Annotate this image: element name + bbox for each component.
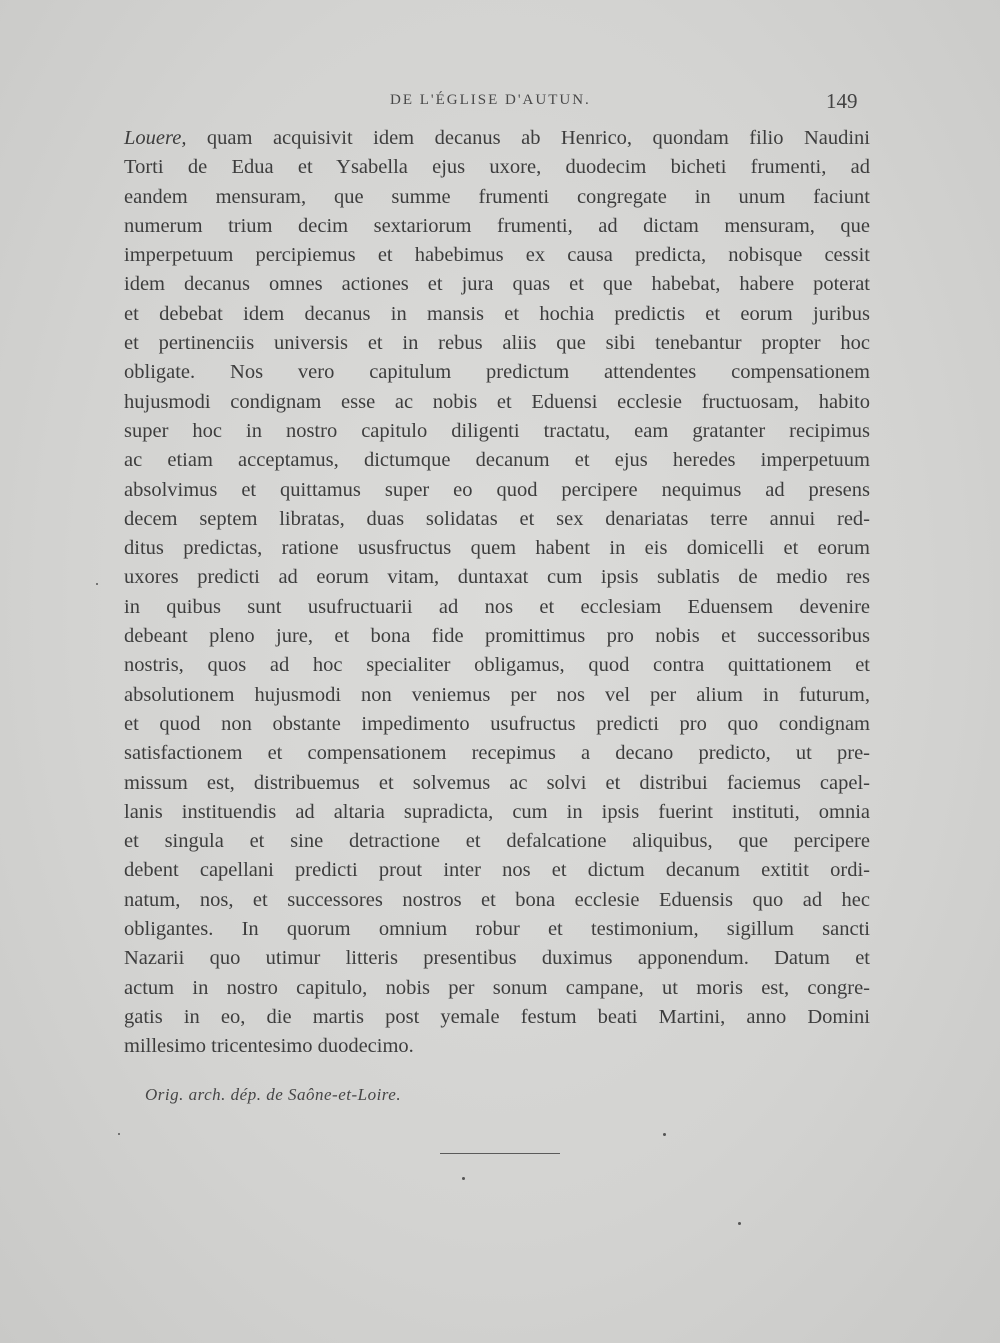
- body-text: [124, 124, 870, 1062]
- text-line: debent capellani predicti prout inter nos et dictum decanum extitit ordi-: [124, 859, 870, 882]
- text-line: nostris, quos ad hoc specialiter obligamus, quod contra quittationem et: [124, 654, 870, 677]
- text-line: absolvimus et quittamus super eo quod percipere nequimus ad presens: [124, 478, 870, 501]
- text-line: decem septem libratas, duas solidatas et sex denariatas terre annui red-: [124, 507, 870, 530]
- text-line: super hoc in nostro capitulo diligenti tractatu, eam gratanter recipimus: [124, 419, 870, 442]
- text-line: in quibus sunt usufructuarii ad nos et ecclesiam Eduensem devenire: [124, 595, 870, 618]
- text-line: idem decanus omnes actiones et jura quas et que habebat, habere poterat: [124, 273, 870, 296]
- running-title: DE L'ÉGLISE D'AUTUN.: [390, 92, 591, 108]
- text-line: et singula et sine detractione et defalcatione aliquibus, que percipere: [124, 830, 870, 853]
- source-note: Orig. arch. dép. de Saône-et-Loire.: [145, 1085, 402, 1104]
- text-line: millesimo tricentesimo duodecimo.: [124, 1035, 414, 1058]
- text-line: lanis instituendis ad altaria supradicta, cum in ipsis fuerint instituti, omnia: [124, 800, 870, 823]
- text-line: obligate. Nos vero capitulum predictum attendentes compensationem: [124, 361, 870, 384]
- text-line: ditus predictas, ratione ususfructus quem habent in eis domicelli et eorum: [124, 537, 870, 560]
- text-line: natum, nos, et successores nostros et bona ecclesie Eduensis quo ad hec: [124, 888, 870, 911]
- print-speck: [663, 1133, 666, 1136]
- print-speck: [462, 1177, 465, 1180]
- text-line: numerum trium decim sextariorum frumenti, ad dictam mensuram, que: [124, 214, 870, 237]
- text-line: eandem mensuram, que summe frumenti congregate in unum faciunt: [124, 185, 870, 208]
- text-line: actum in nostro capitulo, nobis per sonum campane, ut moris est, congre-: [124, 976, 870, 999]
- text-line: satisfactionem et compensationem recepimus a decano predicto, ut pre-: [124, 742, 870, 765]
- text-line: gatis in eo, die martis post yemale festum beati Martini, anno Domini: [124, 1005, 870, 1028]
- section-divider: [440, 1153, 560, 1154]
- text-line: Louere, quam acquisivit idem decanus ab Henrico, quondam filio Naudini: [124, 127, 870, 149]
- text-line: Torti de Edua et Ysabella ejus uxore, duodecim bicheti frumenti, ad: [124, 156, 870, 179]
- text-line: hujusmodi condignam esse ac nobis et Eduensi ecclesie fructuosam, habito: [124, 390, 870, 413]
- text-line: debeant pleno jure, et bona fide promittimus pro nobis et successoribus: [124, 625, 870, 648]
- page-number: 149: [826, 89, 858, 113]
- text-line: et quod non obstante impedimento usufructus predicti pro quo condignam: [124, 712, 870, 735]
- print-speck: [738, 1222, 741, 1225]
- text-line: et pertinenciis universis et in rebus aliis que sibi tenebantur propter hoc: [124, 332, 870, 355]
- text-line: uxores predicti ad eorum vitam, duntaxat cum ipsis sublatis de medio res: [124, 566, 870, 589]
- text-line: obligantes. In quorum omnium robur et testimonium, sigillum sancti: [124, 918, 870, 941]
- text-line: et debebat idem decanus in mansis et hochia predictis et eorum juribus: [124, 302, 870, 325]
- text-line: missum est, distribuemus et solvemus ac solvi et distribui faciemus capel-: [124, 771, 870, 794]
- print-speck: [96, 583, 98, 585]
- print-speck: [118, 1133, 120, 1135]
- first-word: Louere,: [124, 127, 187, 149]
- text-line: absolutionem hujusmodi non veniemus per nos vel per alium in futurum,: [124, 683, 870, 706]
- text-line: ac etiam acceptamus, dictumque decanum et ejus heredes imperpetuum: [124, 449, 870, 472]
- text-line: imperpetuum percipiemus et habebimus ex causa predicta, nobisque cessit: [124, 244, 870, 267]
- text-line: Nazarii quo utimur litteris presentibus duximus apponendum. Datum et: [124, 947, 870, 970]
